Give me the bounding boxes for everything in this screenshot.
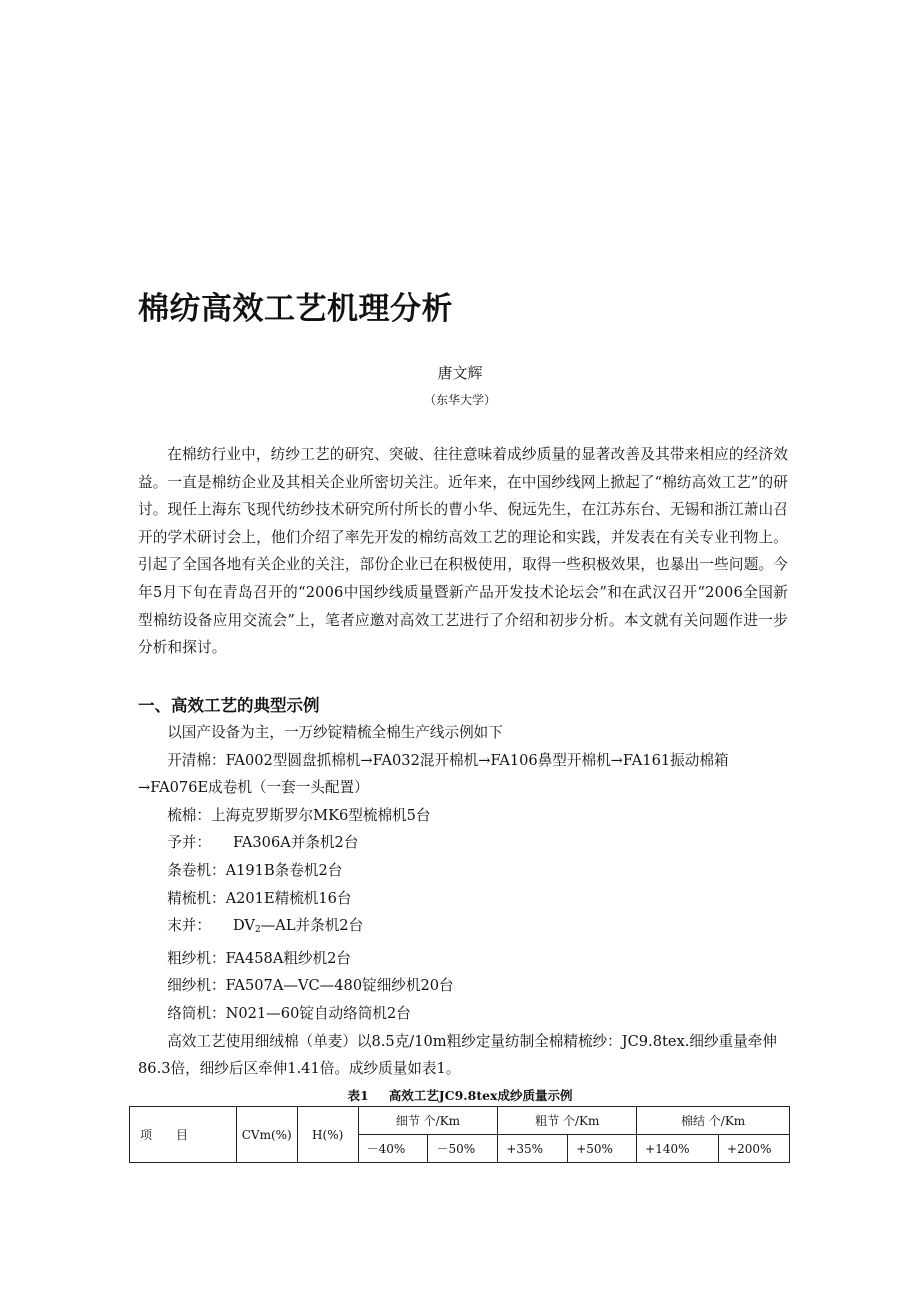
header-cvm: CVm(%) [236,1107,297,1163]
list-item-opening: 开清棉：FA002型圆盘抓棉机→FA032混开棉机→FA106鼻型开棉机→FA161振动棉箱→FA076E成卷机（一套一头配置） [138,751,729,797]
table-caption [0,1086,920,1104]
subheader-thin-40: －40% [358,1135,428,1163]
table-caption-text: 高效工艺JC9.8tex成纱质量示例 [388,1088,573,1103]
list-item-pre-drawing [138,829,788,857]
list-item-winding: 络筒机：N021—60锭自动络筒机2台 [167,1004,411,1022]
list-item-comber: 精梳机：A201E精梳机16台 [167,889,352,907]
final-drawing-rest: —AL并条机2台 [260,917,364,935]
list-intro: 以国产设备为主，一万纱锭精梳全棉生产线示例如下 [167,724,503,741]
pre-drawing-value: FA306A并条机2台 [232,834,359,852]
author-affiliation: （东华大学） [423,393,496,407]
table-header-row [130,1107,790,1135]
author-name: 唐文辉 [437,364,483,382]
process-note: 高效工艺使用细绒棉（单麦）以8.5克/10m粗纱定量纺制全棉精梳纱：JC9.8tex.细纱重量牵伸86.3倍，细纱后区牵伸1.41倍。成纱质量如表1。 [138,1032,777,1078]
final-drawing-label: 末并： [167,917,211,935]
list-item-final-drawing [138,912,788,945]
intro-paragraph: 在棉纺行业中，纺纱工艺的研究、突破、往往意味着成纱质量的显著改善及其带来相应的经济效益。一直是棉纺企业及其相关企业所密切关注。近年来，在中国纱线网上掀起了“棉纺高效工艺”的研讨。现任上海东飞现代纺纱技术研究所付所长的曹小华、倪远先生，在江苏东台、无锡和浙江萧山召开的学术研讨会上，他们介绍了率先开发的棉纺高效工艺的理论和实践，并发表在有关专业刊物上。引起了全国各地有关企业的关注，部份企业已在积极使用，取得一些积极效果，也暴出一些问题。今年5月下旬在青岛召开的“2006中国纱线质量暨新产品开发技术论坛会”和在武汉召开“2006全国新型棉纺设备应用交流会”上，笔者应邀对高效工艺进行了介绍和初步分析。本文就有关问题作进一步分析和探讨。 [138,446,788,657]
list-item-spinning: 细纱机：FA507A—VC—480锭细纱机20台 [167,977,454,995]
list-item-lap-former: 条卷机：A191B条卷机2台 [167,861,343,879]
header-neps: 棉结 个/Km [637,1107,790,1135]
header-hairiness: H(%) [297,1107,358,1163]
list-item-roving: 粗纱机：FA458A粗纱机2台 [167,949,352,967]
table-caption-number: 表1 [347,1088,369,1103]
pre-drawing-label: 予并： [167,834,211,852]
subheader-neps-140: +140% [637,1135,719,1163]
document-title: 棉纺高效工艺机理分析 [138,291,453,327]
header-thin-places: 细节 个/Km [358,1107,498,1135]
subheader-neps-200: +200% [719,1135,790,1163]
list-item-carding: 梳棉：上海克罗斯罗尔MK6型梳棉机5台 [167,806,431,824]
equipment-list [138,719,788,1083]
section-heading: 一、高效工艺的典型示例 [138,696,320,715]
final-drawing-dv: DV [232,917,255,935]
final-drawing-subscript: 2 [254,925,261,936]
subheader-thin-50: －50% [428,1135,498,1163]
subheader-thick-50: +50% [568,1135,637,1163]
header-thick-places: 粗节 个/Km [498,1107,637,1135]
header-item: 项 目 [130,1107,237,1163]
subheader-thick-35: +35% [498,1135,568,1163]
yarn-quality-table [129,1106,790,1163]
